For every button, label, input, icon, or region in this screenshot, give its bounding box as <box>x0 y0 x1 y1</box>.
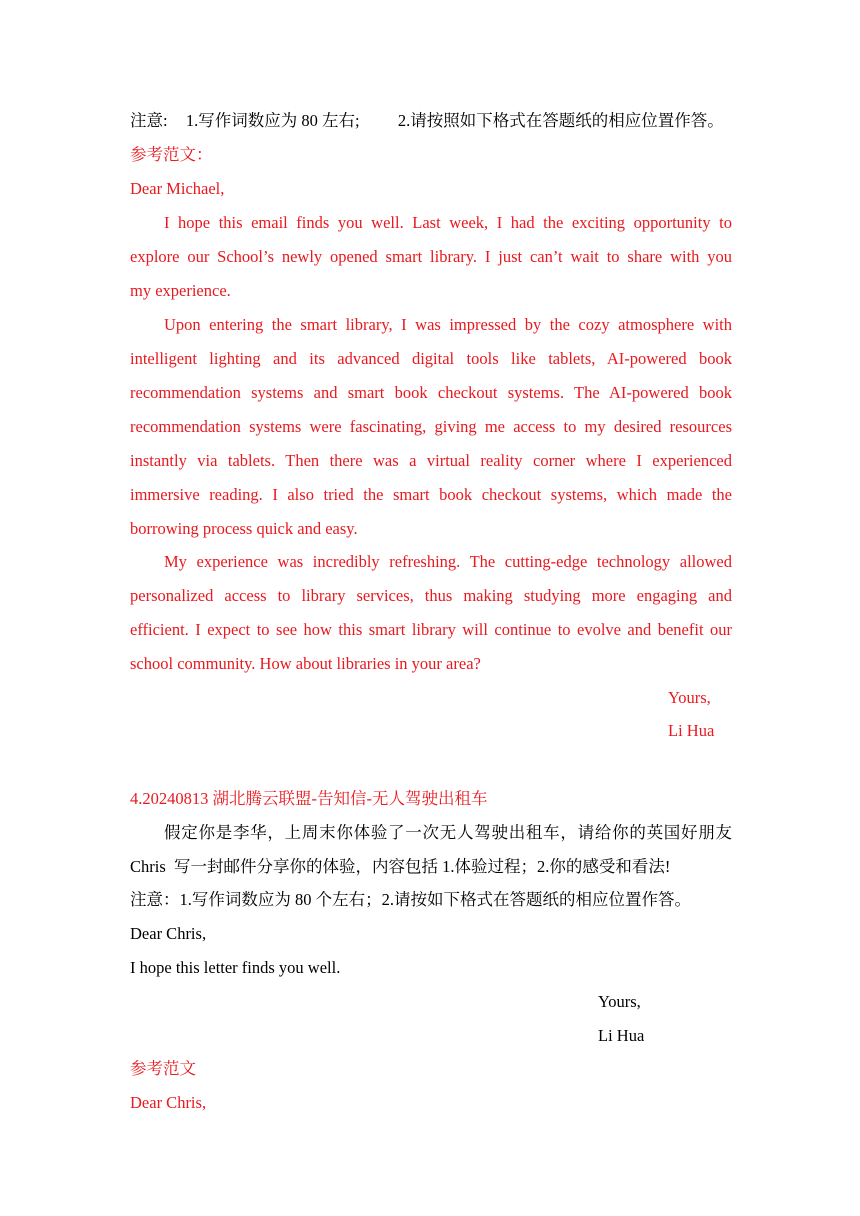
paragraph-2-line: intelligent lighting and its advanced digital tools like tablets, AI-powered book <box>130 349 732 368</box>
paragraph-3-line: personalized access to library services, thus making studying more engaging and <box>130 586 732 605</box>
task-signature: Li Hua <box>598 1026 645 1045</box>
task-opening: I hope this letter finds you well. <box>130 958 341 977</box>
paragraph-2-line: immersive reading. I also tried the smart book checkout systems, which made the <box>130 485 732 504</box>
letter-signature: Li Hua <box>668 721 715 740</box>
note-item-2: 2.请按照如下格式在答题纸的相应位置作答。 <box>397 111 724 130</box>
letter-greeting: Dear Michael, <box>130 179 225 198</box>
note-item-1: 1.写作词数应为 80 左右; <box>185 111 360 130</box>
paragraph-3-line: school community. How about libraries in your area? <box>130 654 481 673</box>
task-greeting: Dear Chris, <box>130 924 207 943</box>
paragraph-3-line: efficient. I expect to see how this smart library will continue to evolve and benefit our <box>130 620 732 639</box>
letter-closing: Yours, <box>668 688 711 707</box>
paragraph-2-line: instantly via tablets. Then there was a virtual reality corner where I experienced <box>130 451 732 470</box>
paragraph-3-line: My experience was incredibly refreshing. The cutting-edge technology allowed <box>164 552 732 571</box>
sample-heading: 参考范文： <box>130 145 213 164</box>
task-prompt-line: 假定你是李华，上周末你体验了一次无人驾驶出租车，请给你的英国好朋友 <box>164 823 732 842</box>
letter-greeting: Dear Chris, <box>130 1093 207 1112</box>
paragraph-2-line: recommendation systems and smart book checkout systems. The AI-powered book <box>130 383 732 402</box>
paragraph-2-line: recommendation systems were fascinating, giving me access to my desired resources <box>130 417 732 436</box>
task-title: 4.20240813 湖北腾云联盟-告知信-无人驾驶出租车 <box>130 789 488 808</box>
sample-heading: 参考范文 <box>130 1059 196 1078</box>
note-line <box>130 111 732 131</box>
task-prompt-line: Chris 写一封邮件分享你的体验，内容包括 1.体验过程；2.你的感受和看法! <box>130 857 671 876</box>
paragraph-1-line: I hope this email finds you well. Last week, I had the exciting opportunity to <box>164 213 732 232</box>
task-closing: Yours, <box>598 992 641 1011</box>
paragraph-2-line: Upon entering the smart library, I was impressed by the cozy atmosphere with <box>164 315 732 334</box>
note-label: 注意: <box>130 111 168 130</box>
paragraph-1-line: my experience. <box>130 281 231 300</box>
task-note: 注意：1.写作词数应为 80 个左右；2.请按如下格式在答题纸的相应位置作答。 <box>130 890 691 909</box>
paragraph-1-line: explore our School’s newly opened smart library. I just can’t wait to share with you <box>130 247 732 266</box>
paragraph-2-line: borrowing process quick and easy. <box>130 519 358 538</box>
